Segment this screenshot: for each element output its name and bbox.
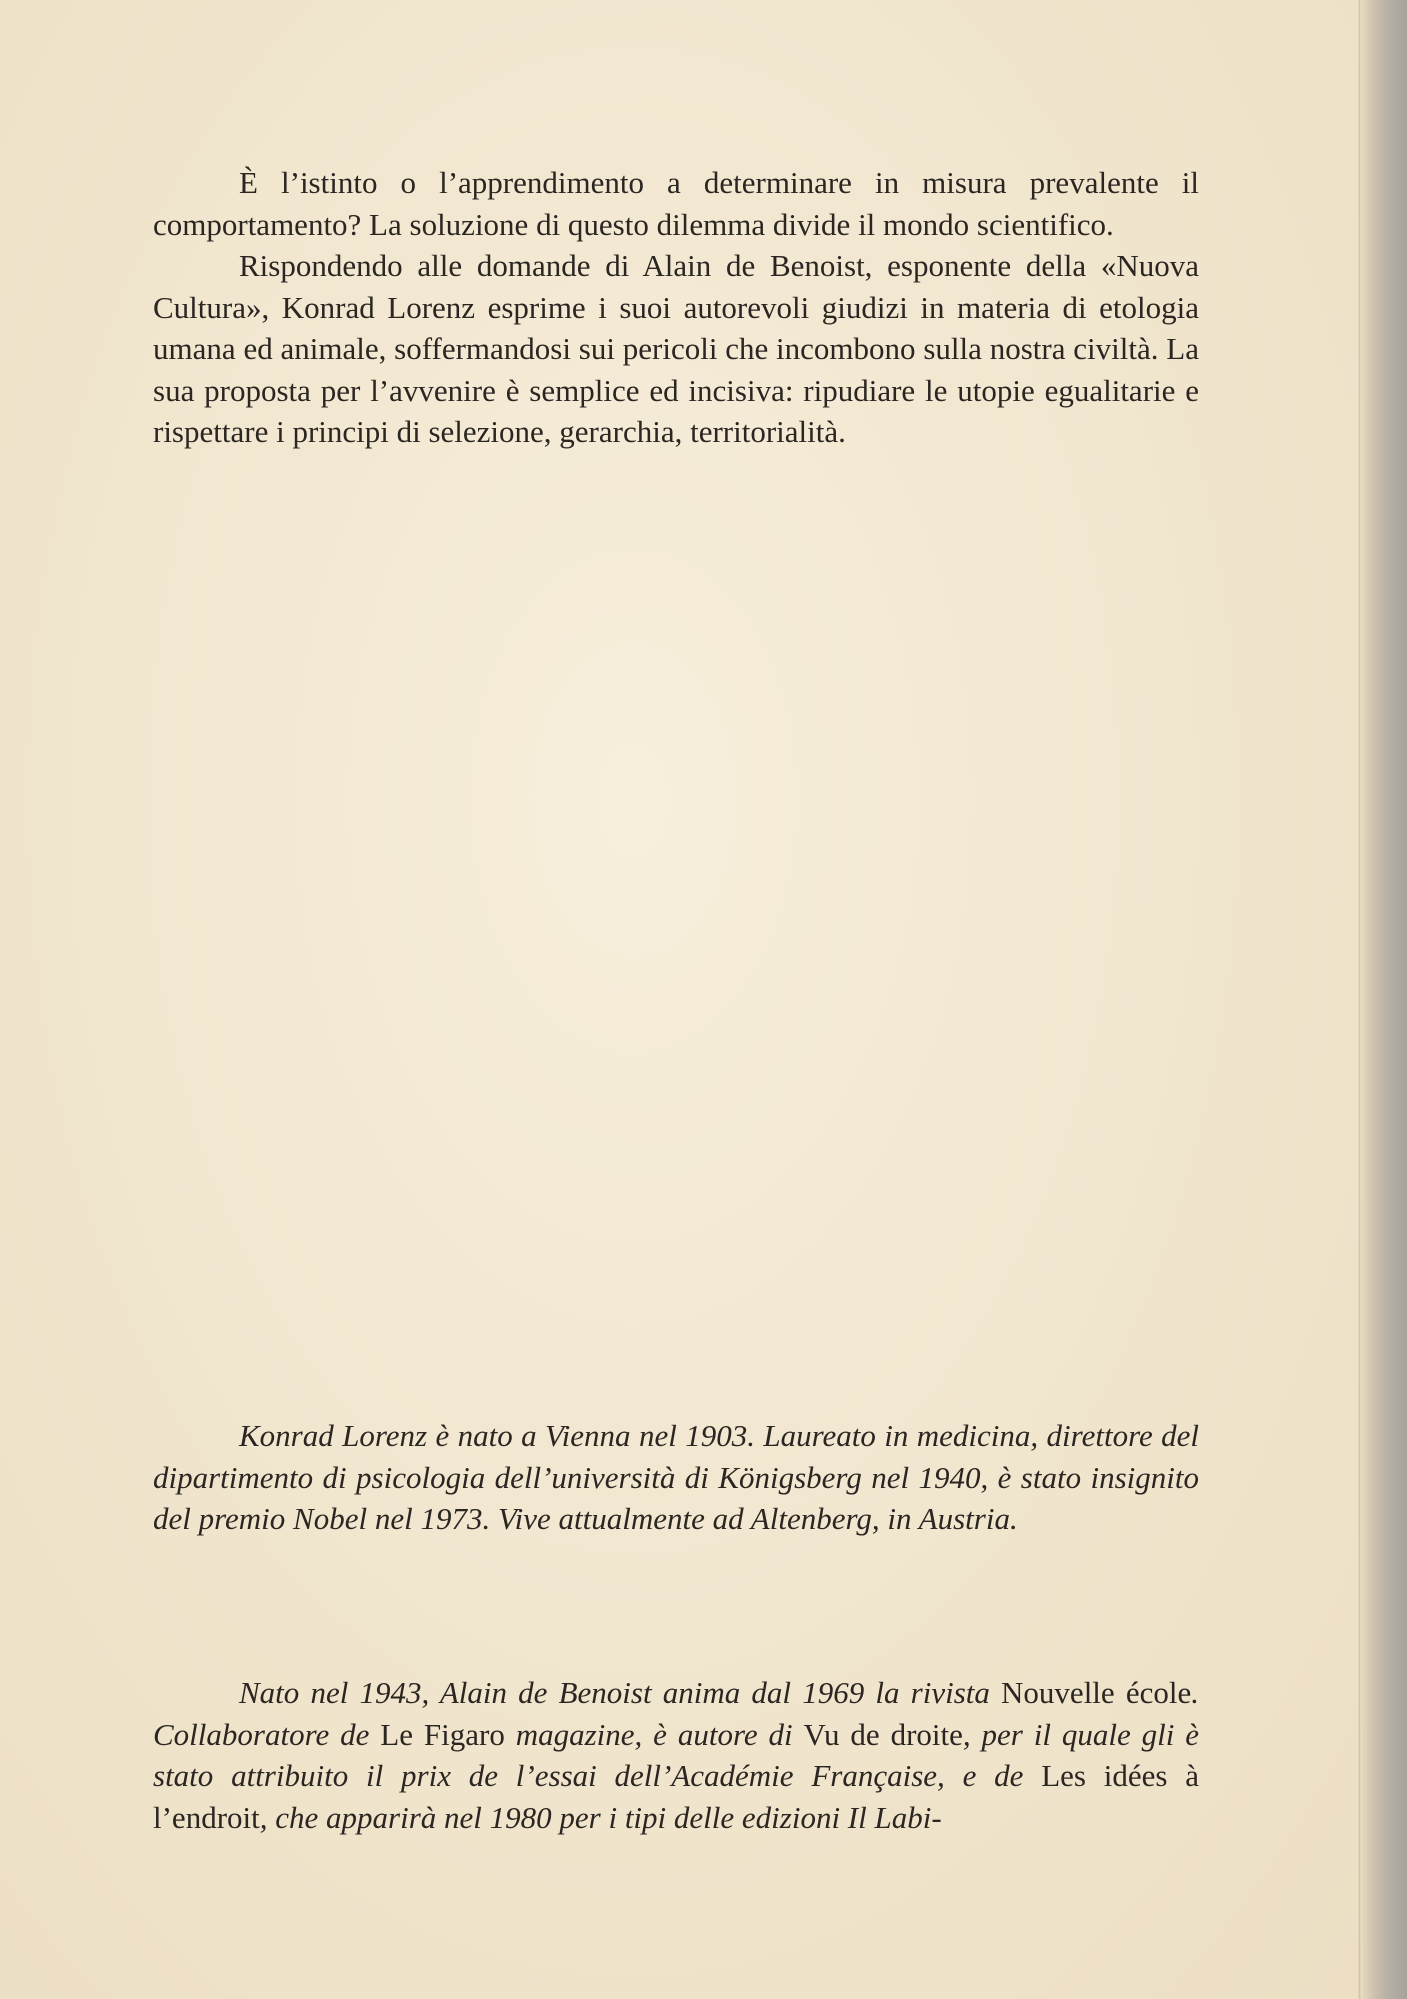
benoist-bio-part-5: , che apparirà nel 1980 per i tipi delle edizioni Il Labi- (259, 1799, 942, 1835)
benoist-biography (153, 1672, 1199, 1838)
benoist-bio-title-4: Les idées à l’endroit (153, 1758, 1200, 1835)
blurb-paragraph-1: È l’istinto o l’apprendimento a determinare in misura prevalente il comportamento? La soluzione di questo dilemma divide il mondo scientifico. (153, 165, 1199, 242)
lorenz-biography (153, 1415, 1199, 1540)
benoist-bio-title-2: Le Figaro (380, 1716, 505, 1752)
benoist-bio-text (153, 1672, 1199, 1838)
spine-edge (1361, 0, 1407, 1999)
cover-blurb (153, 162, 1199, 453)
benoist-bio-part-4: , per il quale gli è stato attribuito il prix de l’essai dell’Académie Française, e de (153, 1716, 1199, 1793)
benoist-bio-part-2: . Collaboratore de (153, 1675, 1199, 1752)
benoist-bio-title-3: Vu de droite (803, 1716, 963, 1752)
benoist-bio-part-1: Nato nel 1943, Alain de Benoist anima dal 1969 la rivista (239, 1675, 1002, 1710)
lorenz-bio-text: Konrad Lorenz è nato a Vienna nel 1903. Laureato in medicina, direttore del dipartimento di psicologia dell’università di Königsberg nel 1940, è stato insignito del premio Nobel nel 1973. Vive attualmente ad Altenberg, in Austria. (153, 1418, 1199, 1536)
blurb-paragraph-2: Rispondendo alle domande di Alain de Benoist, esponente della «Nuova Cultura», Konrad Lorenz esprime i suoi autorevoli giudizi in materia di etologia umana ed animale, soffermandosi sui pericoli che incombono sulla nostra civiltà. La sua proposta per l’avvenire è semplice ed incisiva: ripudiare le utopie egualitarie e rispettare i principi di selezione, gerarchia, territorialità. (153, 248, 1199, 449)
benoist-bio-part-3: magazine, è autore di (504, 1716, 804, 1752)
benoist-bio-title-1: Nouvelle école (1001, 1675, 1192, 1710)
